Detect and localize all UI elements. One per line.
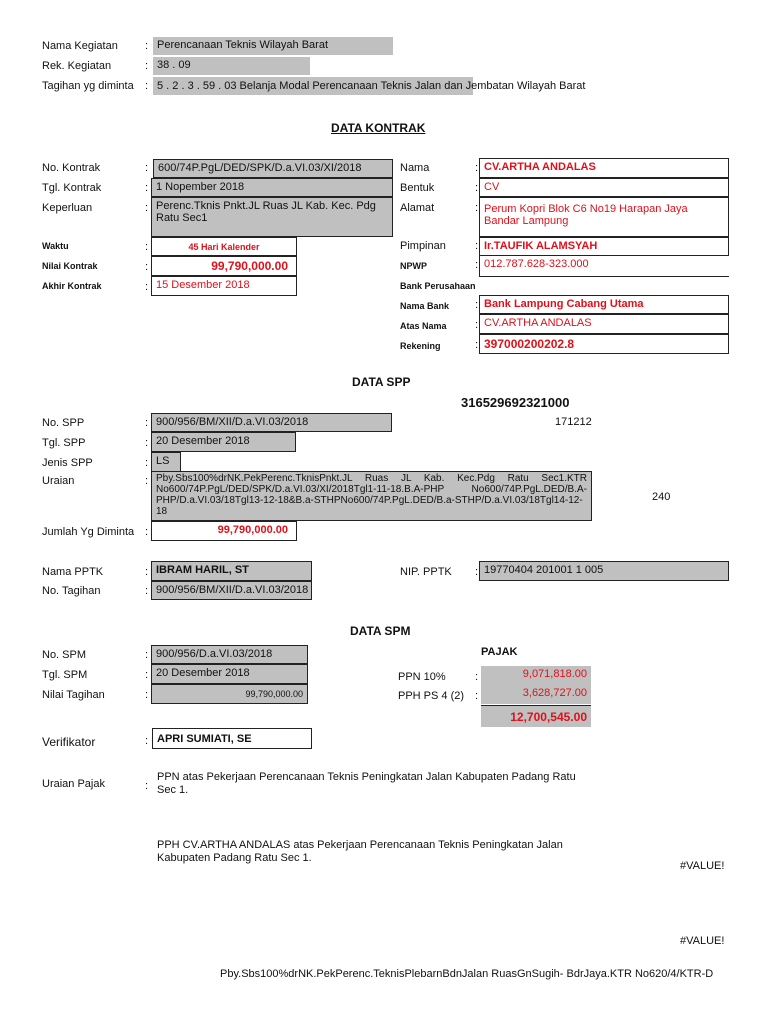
pajak-title: PAJAK (481, 646, 518, 658)
tgl-kontrak-value: 1 Nopember 2018 (151, 178, 393, 197)
nama-label: Nama (400, 162, 430, 174)
colon: : (475, 202, 479, 214)
colon: : (145, 649, 149, 661)
nama-kegiatan-label: Nama Kegiatan (42, 40, 118, 52)
tgl-spp-label: Tgl. SPP (42, 437, 86, 449)
tgl-spm-value: 20 Desember 2018 (151, 664, 308, 684)
tgl-spm-label: Tgl. SPM (42, 669, 88, 681)
nama-pptk-value: IBRAM HARIL, ST (151, 561, 312, 581)
nilai-tagihan-value: 99,790,000.00 (151, 684, 308, 704)
rek-kegiatan-label: Rek. Kegiatan (42, 60, 112, 72)
npwp-value: 012.787.628-323.000 (479, 256, 729, 276)
rekening-label: Rekening (400, 341, 441, 351)
nip-pptk-label: NIP. PPTK (400, 566, 452, 578)
alamat-label: Alamat (400, 202, 435, 214)
colon: : (145, 780, 149, 792)
pajak-total-value: 12,700,545.00 (481, 705, 591, 727)
data-spp-title: DATA SPP (352, 375, 411, 389)
colon: : (145, 40, 149, 52)
colon: : (145, 735, 149, 747)
rek-kegiatan-value: 38 . 09 (153, 57, 310, 75)
no-tagihan-value: 900/956/BM/XII/D.a.VI.03/2018 (151, 581, 312, 600)
nilai-kontrak-label: Nilai Kontrak (42, 261, 98, 271)
no-spp-label: No. SPP (42, 417, 85, 429)
bentuk-value: CV (479, 178, 729, 197)
colon: : (475, 259, 479, 271)
tgl-kontrak-label: Tgl. Kontrak (42, 182, 102, 194)
jumlah-value: 99,790,000.00 (151, 521, 297, 541)
atas-nama-label: Atas Nama (400, 321, 447, 331)
npwp-underline (479, 276, 729, 277)
keperluan-value: Perenc.Tknis Pnkt.JL Ruas JL Kab. Kec. Pdg Ratu Sec1 (151, 197, 393, 237)
ppn-label: PPN 10% (398, 671, 446, 683)
colon: : (145, 261, 149, 273)
verifikator-label: Verifikator (42, 735, 96, 749)
uraian-pajak-label: Uraian Pajak (42, 778, 105, 790)
jenis-spp-value: LS (151, 452, 181, 472)
uraian-pajak-ppn: PPN atas Pekerjaan Perencanaan Teknis Peningkatan Jalan Kabupaten Padang Ratu Sec 1. (157, 771, 576, 796)
footer-uraian: Pby.Sbs100%drNK.PekPerenc.TeknisPlebarnBdnJalan RuasGnSugih- BdrJaya.KTR No620/4/KTR-D (220, 968, 714, 980)
waktu-label: Waktu (42, 241, 69, 251)
colon: : (145, 475, 149, 487)
colon: : (145, 162, 149, 174)
npwp-label: NPWP (400, 261, 427, 271)
bank-perusahaan-label: Bank Perusahaan (400, 281, 476, 291)
colon: : (145, 585, 149, 597)
nilai-tagihan-label: Nilai Tagihan (42, 689, 105, 701)
nama-pptk-label: Nama PPTK (42, 566, 104, 578)
tagihan-value: 5 . 2 . 3 . 59 . 03 Belanja Modal Perencanaan Teknis Jalan dan Jembatan Wilayah Barat (157, 80, 586, 92)
nilai-kontrak-value: 99,790,000.00 (151, 256, 297, 276)
akhir-kontrak-label: Akhir Kontrak (42, 281, 102, 291)
uraian-label: Uraian (42, 475, 75, 487)
pimpinan-label: Pimpinan (400, 240, 446, 252)
uraian-pajak-pph: PPH CV.ARTHA ANDALAS atas Pekerjaan Perencanaan Teknis Peningkatan Jalan Kabupaten Padang Ratu Sec 1. (157, 839, 563, 864)
data-spm-title: DATA SPM (350, 624, 411, 638)
colon: : (145, 182, 149, 194)
no-tagihan-label: No. Tagihan (42, 585, 101, 597)
colon: : (475, 339, 479, 351)
bentuk-label: Bentuk (400, 182, 435, 194)
pph-value: 3,628,727.00 (481, 685, 591, 704)
colon: : (145, 566, 149, 578)
rekening-value: 397000200202.8 (479, 334, 729, 354)
spp-side-number-2: 240 (652, 491, 671, 503)
pimpinan-value: Ir.TAUFIK ALAMSYAH (479, 237, 729, 256)
atas-nama-value: CV.ARTHA ANDALAS (479, 314, 729, 334)
nama-kegiatan-value: Perencanaan Teknis Wilayah Barat (153, 37, 393, 55)
spp-side-number: 171212 (555, 416, 592, 428)
no-kontrak-value: 600/74P.PgL/DED/SPK/D.a.VI.03/XI/2018 (153, 159, 393, 178)
uraian-value: Pby.Sbs100%drNK.PekPerenc.TknisPnkt.JL Ruas JL Kab. Kec.Pdg Ratu Sec1.KTR No600/74P.PgL/DED/SPK/D.a.VI.03/XI/2018Tgl1-11-18.B.A-PHP No600/74P.PgL.DED/B.A-PHP/D.a.VI.03/18Tgl13-12-18&B.a-STHPNo600/74P.PgL.DED/B.a-STHP/D.a.VI.03/18Tgl14-12-18 (151, 471, 592, 521)
no-spm-value: 900/956/D.a.VI.03/2018 (151, 645, 308, 664)
colon: : (145, 437, 149, 449)
data-kontrak-title: DATA KONTRAK (331, 121, 426, 135)
no-kontrak-label: No. Kontrak (42, 162, 101, 174)
akhir-kontrak-value: 15 Desember 2018 (151, 276, 297, 296)
colon: : (145, 689, 149, 701)
pph-label: PPH PS 4 (2) (398, 690, 465, 702)
verifikator-value: APRI SUMIATI, SE (152, 728, 312, 749)
colon: : (145, 80, 149, 92)
colon: : (145, 202, 149, 214)
colon: : (475, 566, 479, 578)
colon: : (145, 281, 149, 293)
colon: : (145, 241, 149, 253)
colon: : (145, 60, 149, 72)
alamat-value: Perum Kopri Blok C6 No19 Harapan Jaya Bandar Lampung (479, 197, 729, 237)
keperluan-label: Keperluan (42, 202, 93, 214)
ppn-value: 9,071,818.00 (481, 666, 591, 685)
nama-value: CV.ARTHA ANDALAS (479, 158, 729, 178)
jumlah-label: Jumlah Yg Diminta (42, 526, 135, 538)
jenis-spp-label: Jenis SPP (42, 457, 93, 469)
spp-big-number: 316529692321000 (461, 395, 570, 410)
colon: : (145, 526, 149, 538)
colon: : (475, 182, 479, 194)
tgl-spp-value: 20 Desember 2018 (151, 432, 296, 452)
nama-bank-label: Nama Bank (400, 301, 450, 311)
colon: : (475, 240, 479, 252)
colon: : (475, 690, 479, 702)
no-spm-label: No. SPM (42, 649, 87, 661)
colon: : (475, 319, 479, 331)
colon: : (145, 457, 149, 469)
nip-pptk-value: 19770404 201001 1 005 (479, 561, 729, 581)
colon: : (475, 671, 479, 683)
no-spp-value: 900/956/BM/XII/D.a.VI.03/2018 (151, 413, 392, 432)
value-error-2: #VALUE! (680, 935, 725, 947)
nama-bank-value: Bank Lampung Cabang Utama (479, 295, 729, 314)
value-error-1: #VALUE! (680, 860, 725, 872)
colon: : (475, 162, 479, 174)
colon: : (145, 417, 149, 429)
colon: : (475, 299, 479, 311)
colon: : (145, 669, 149, 681)
waktu-value: 45 Hari Kalender (151, 237, 297, 256)
tagihan-label: Tagihan yg diminta (42, 80, 134, 92)
